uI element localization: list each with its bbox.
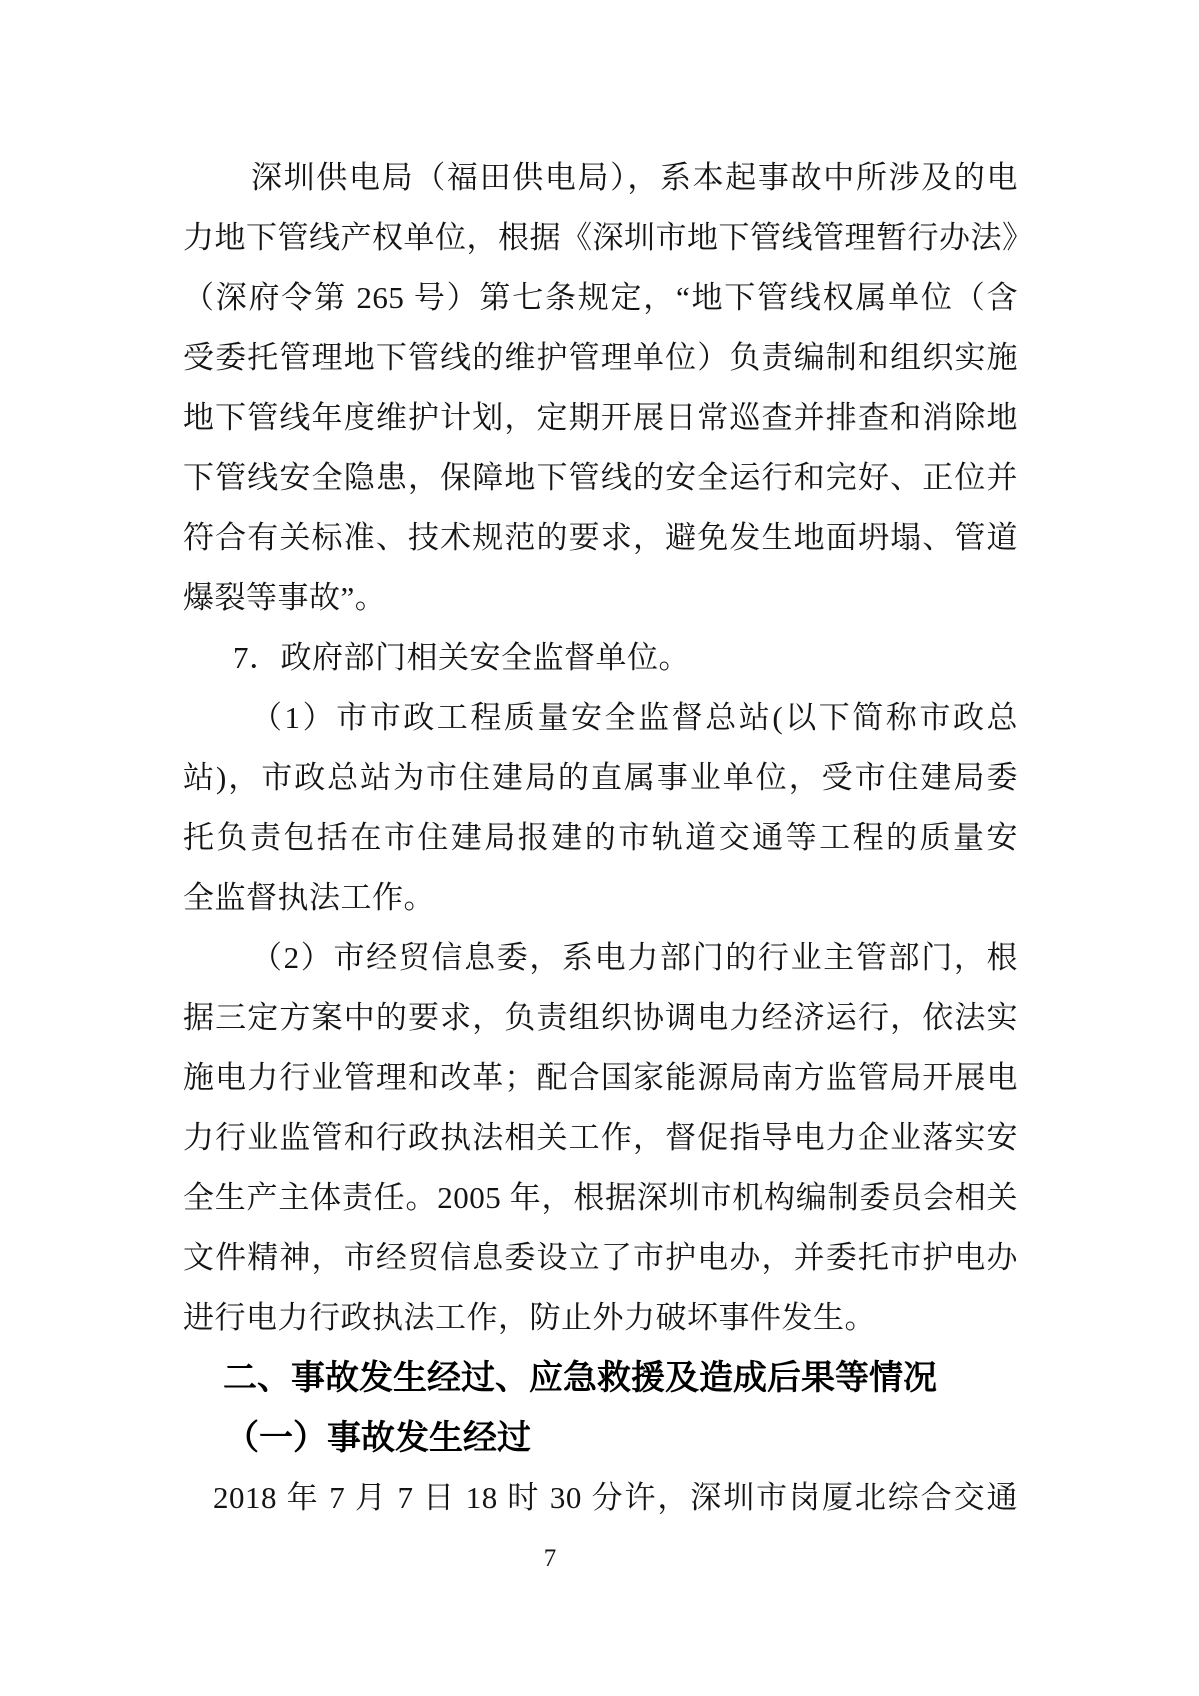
body-line: 托负责包括在市住建局报建的市轨道交通等工程的质量安 [183,820,1018,855]
document-text-block [183,148,1034,1528]
body-line: 全监督执法工作。 [183,880,435,915]
body-line: 力行业监管和行政执法相关工作，督促指导电力企业落实安 [183,1120,1018,1155]
body-line: 爆裂等事故”。 [183,580,387,615]
body-line: （2）市经贸信息委，系电力部门的行业主管部门，根 [251,940,1018,975]
body-line: 据三定方案中的要求，负责组织协调电力经济运行，依法实 [183,1000,1018,1035]
body-line: 地下管线年度维护计划，定期开展日常巡查并排查和消除地 [183,400,1018,435]
body-line: 2018 年 7 月 7 日 18 时 30 分许，深圳市岗厦北综合交通 [213,1480,1018,1515]
body-line: 站)，市政总站为市住建局的直属事业单位，受市住建局委 [183,760,1018,795]
body-line: （1）市市政工程质量安全监督总站(以下简称市政总 [251,700,1018,735]
body-line: 力地下管线产权单位，根据《深圳市地下管线管理暂行办法》 [183,220,1034,255]
body-line: 进行电力行政执法工作，防止外力破坏事件发生。 [183,1300,876,1335]
body-line: 全生产主体责任。2005 年，根据深圳市机构编制委员会相关 [183,1180,1018,1215]
body-line: 符合有关标准、技术规范的要求，避免发生地面坍塌、管道 [183,520,1018,555]
body-line: 施电力行业管理和改革；配合国家能源局南方监管局开展电 [183,1060,1018,1095]
body-line: 受委托管理地下管线的维护管理单位）负责编制和组织实施 [183,340,1018,375]
page-number: 7 [543,1545,557,1572]
section-heading: 二、事故发生经过、应急救援及造成后果等情况 [223,1359,937,1397]
body-line: （深府令第 265 号）第七条规定，“地下管线权属单位（含 [183,280,1018,315]
body-line: 文件精神，市经贸信息委设立了市护电办，并委托市护电办 [183,1240,1018,1275]
list-item-7-line: 7．政府部门相关安全监督单位。 [233,640,690,675]
subsection-heading: （一）事故发生经过 [225,1419,531,1457]
body-line: 深圳供电局（福田供电局），系本起事故中所涉及的电 [251,160,1018,195]
body-line: 下管线安全隐患，保障地下管线的安全运行和完好、正位并 [183,460,1018,495]
